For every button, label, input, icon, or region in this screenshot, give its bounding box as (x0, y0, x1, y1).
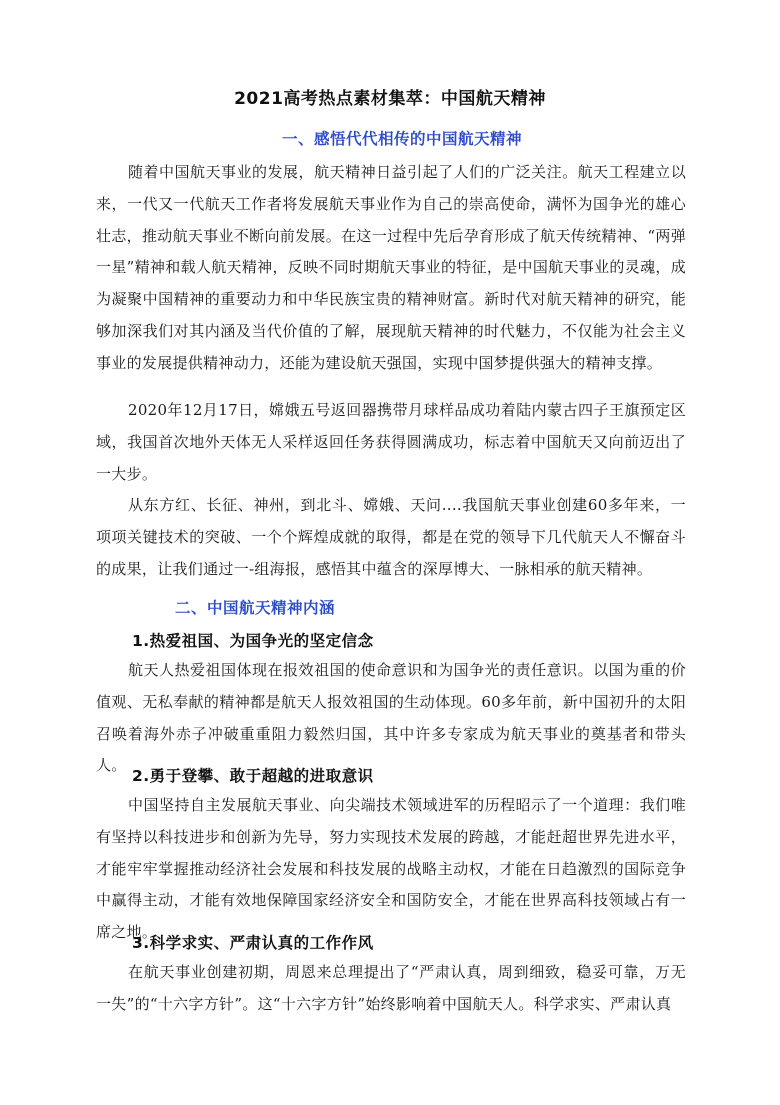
paragraph-spirit-intro: 随着中国航天事业的发展，航天精神日益引起了人们的广泛关注。航天工程建立以来，一代又一代航天工作者将发展航天事业作为自己的崇高使命，满怀为国争光的雄心壮志，推动航天事业不断向前发展。在这一过程中先后孕育形成了航天传统精神、“两弹一星”精神和载人航天精神，反映不同时期航天事业的特征，是中国航天事业的灵魂，成为凝聚中国精神的重要动力和中华民族宝贵的精神财富。新时代对航天精神的研究，能够加深我们对其内涵及当代价值的了解，展现航天精神的时代魅力，不仅能为社会主义事业的发展提供精神动力，还能为建设航天强国，实现中国梦提供强大的精神支撑。 (96, 163, 686, 372)
paragraph-patriotism: 航天人热爱祖国体现在报效祖国的使命意识和为国争光的责任意识。以国为重的价值观、无私奉献的精神都是航天人报效祖国的生动体现。60多年前，新中国初升的太阳召唤着海外赤子冲破重重阻力毅然归国，其中许多专家成为航天事业的奠基者和带头人。 (96, 661, 686, 775)
paragraph-posters: 从东方红、长征、神州，到北斗、嫦娥、天问....我国航天事业创建60多年来，一项项关键技术的突破、一个个辉煌成就的取得，都是在党的领导下几代航天人不懈奋斗的成果，让我们通过一-组海报，感悟其中蕴含的深厚博大、一脉相承的航天精神。 (96, 496, 686, 578)
subheading-3: 3.科学求实、严肃认真的工作作风 (132, 934, 374, 952)
paragraph-change5: 2020年12月17日，嫦娥五号返回器携带月球样品成功着陆内蒙古四子王旗预定区域，我国首次地外天体无人采样返回任务获得圆满成功，标志着中国航天又向前迈出了一大步。 (96, 401, 686, 483)
subheading-1: 1.热爱祖国、为国争光的坚定信念 (132, 632, 374, 650)
section-heading-2: 二、中国航天精神内涵 (175, 599, 336, 617)
subheading-2: 2.勇于登攀、敢于超越的进取意识 (132, 767, 374, 785)
section-heading-1: 一、感悟代代相传的中国航天精神 (282, 130, 523, 148)
paragraph-enterprise: 中国坚持自主发展航天事业、向尖端技术领域进军的历程昭示了一个道理：我们唯有坚持以科技进步和创新为先导，努力实现技术发展的跨越，才能赶超世界先进水平，才能牢牢掌握推动经济社会发展和科技发展的战略主动权，才能在日趋激烈的国际竞争中赢得主动，才能有效地保障国家经济安全和国防安全，才能在世界高科技领域占有一席之地。 (96, 796, 686, 942)
document-title: 2021高考热点素材集萃：中国航天精神 (234, 89, 546, 109)
paragraph-work-style: 在航天事业创建初期，周恩来总理提出了“严肃认真，周到细致，稳妥可靠，万无一失”的“十六字方针”。这“十六字方针”始终影响着中国航天人。科学求实、严肃认真 (96, 963, 686, 1013)
